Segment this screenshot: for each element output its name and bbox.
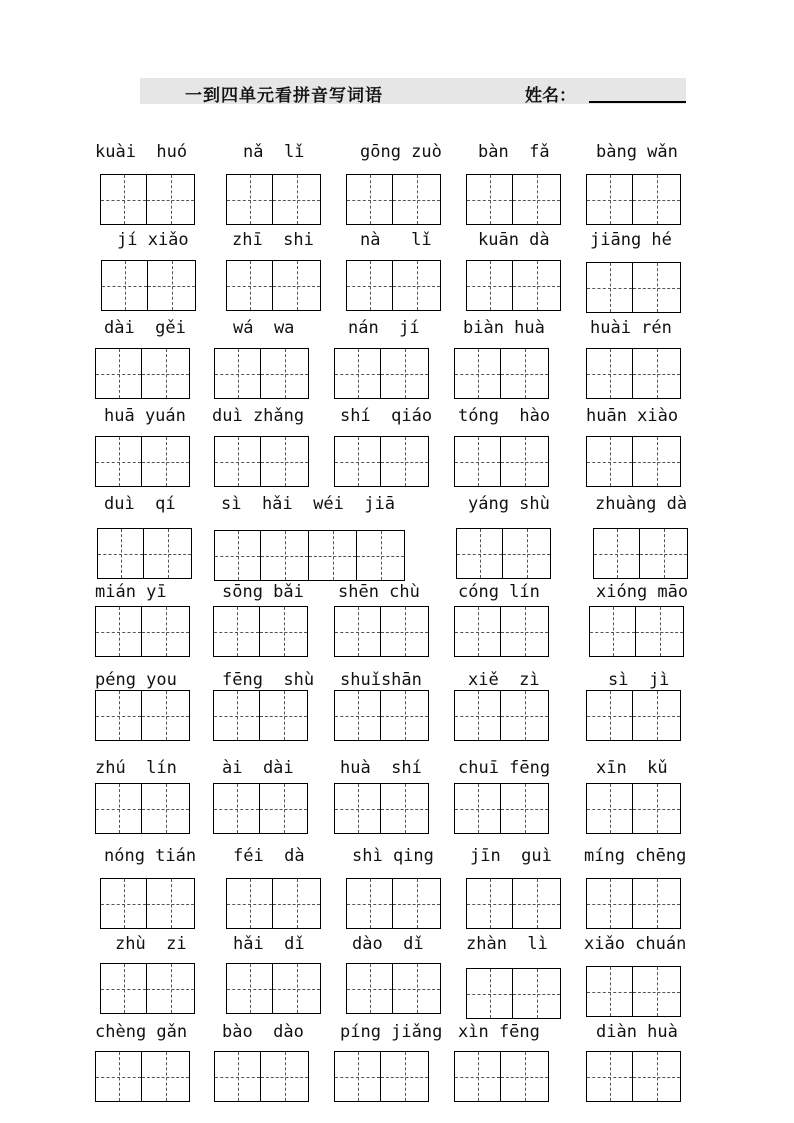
writing-cell[interactable] xyxy=(586,1051,633,1102)
writing-cell[interactable] xyxy=(97,528,144,579)
writing-cell[interactable] xyxy=(226,878,273,929)
writing-cell[interactable] xyxy=(393,878,441,929)
pinyin-label: duì qí xyxy=(104,494,176,514)
writing-cell[interactable] xyxy=(466,260,513,311)
pinyin-label: ài dài xyxy=(222,758,294,778)
writing-boxes xyxy=(334,606,429,657)
writing-cell[interactable] xyxy=(454,436,501,487)
writing-cell[interactable] xyxy=(633,348,681,399)
pinyin-label: shì qing xyxy=(352,846,434,866)
writing-boxes xyxy=(456,528,551,579)
writing-cell[interactable] xyxy=(148,260,196,311)
writing-cell[interactable] xyxy=(586,690,633,741)
writing-cell[interactable] xyxy=(454,690,501,741)
pinyin-label: shí qiáo xyxy=(340,406,433,426)
writing-cell[interactable] xyxy=(346,260,393,311)
writing-cell[interactable] xyxy=(454,348,501,399)
writing-boxes xyxy=(593,528,688,579)
writing-boxes xyxy=(334,783,429,834)
writing-cell[interactable] xyxy=(260,690,308,741)
writing-boxes xyxy=(586,783,681,834)
writing-cell[interactable] xyxy=(381,606,429,657)
writing-cell[interactable] xyxy=(633,1051,681,1102)
writing-cell[interactable] xyxy=(147,878,195,929)
writing-boxes xyxy=(214,1051,309,1102)
writing-cell[interactable] xyxy=(147,174,195,225)
pinyin-label: hǎi dǐ xyxy=(233,934,305,954)
writing-cell[interactable] xyxy=(261,348,309,399)
writing-boxes xyxy=(214,348,309,399)
pinyin-label: zhī shi xyxy=(232,230,314,250)
writing-boxes xyxy=(589,606,684,657)
writing-boxes xyxy=(466,878,561,929)
pinyin-label: píng jiǎng xyxy=(340,1022,443,1042)
writing-cell[interactable] xyxy=(381,436,429,487)
writing-boxes xyxy=(346,878,441,929)
writing-cell[interactable] xyxy=(501,783,549,834)
pinyin-label: chèng gǎn xyxy=(95,1022,188,1042)
pinyin-label: biàn huà xyxy=(463,318,545,338)
pinyin-label: nǎ lǐ xyxy=(243,142,305,162)
name-field[interactable] xyxy=(589,101,686,103)
pinyin-label: yáng shù xyxy=(468,494,550,514)
writing-cell[interactable] xyxy=(501,348,549,399)
writing-cell[interactable] xyxy=(586,966,633,1017)
writing-cell[interactable] xyxy=(142,436,190,487)
writing-cell[interactable] xyxy=(586,878,633,929)
writing-cell[interactable] xyxy=(501,1051,549,1102)
writing-cell[interactable] xyxy=(100,174,147,225)
writing-cell[interactable] xyxy=(213,606,260,657)
writing-cell[interactable] xyxy=(214,348,261,399)
writing-boxes xyxy=(213,690,308,741)
pinyin-label: cóng lín xyxy=(458,582,540,602)
writing-boxes xyxy=(226,174,321,225)
writing-cell[interactable] xyxy=(260,783,308,834)
writing-boxes xyxy=(97,528,192,579)
writing-cell[interactable] xyxy=(95,783,142,834)
writing-cell[interactable] xyxy=(260,606,308,657)
writing-cell[interactable] xyxy=(334,436,381,487)
writing-cell[interactable] xyxy=(261,436,309,487)
pinyin-label: jí xiǎo xyxy=(117,230,189,250)
writing-cell[interactable] xyxy=(640,528,688,579)
writing-cell[interactable] xyxy=(213,783,260,834)
pinyin-label: tóng hào xyxy=(458,406,551,426)
writing-cell[interactable] xyxy=(273,174,321,225)
name-label: 姓名： xyxy=(525,86,576,106)
writing-boxes xyxy=(346,963,441,1014)
writing-cell[interactable] xyxy=(633,436,681,487)
writing-cell[interactable] xyxy=(381,348,429,399)
writing-cell[interactable] xyxy=(100,963,147,1014)
writing-boxes xyxy=(334,1051,429,1102)
writing-cell[interactable] xyxy=(503,528,551,579)
writing-cell[interactable] xyxy=(466,878,513,929)
writing-cell[interactable] xyxy=(142,690,190,741)
writing-cell[interactable] xyxy=(454,1051,501,1102)
writing-cell[interactable] xyxy=(454,606,501,657)
writing-cell[interactable] xyxy=(95,436,142,487)
writing-boxes xyxy=(454,348,549,399)
writing-cell[interactable] xyxy=(501,690,549,741)
pinyin-label: xīn kǔ xyxy=(596,758,668,778)
writing-cell[interactable] xyxy=(466,968,513,1019)
writing-cell[interactable] xyxy=(636,606,684,657)
pinyin-label: dào dǐ xyxy=(352,934,424,954)
writing-cell[interactable] xyxy=(381,783,429,834)
writing-boxes xyxy=(95,690,190,741)
writing-cell[interactable] xyxy=(273,878,321,929)
writing-cell[interactable] xyxy=(142,1051,190,1102)
writing-cell[interactable] xyxy=(513,878,561,929)
writing-cell[interactable] xyxy=(456,528,503,579)
writing-cell[interactable] xyxy=(466,174,513,225)
pinyin-label: shuǐshān xyxy=(340,670,422,690)
writing-cell[interactable] xyxy=(144,528,192,579)
writing-cell[interactable] xyxy=(147,963,195,1014)
writing-boxes xyxy=(586,262,681,313)
writing-cell[interactable] xyxy=(334,1051,381,1102)
writing-cell[interactable] xyxy=(346,878,393,929)
writing-cell[interactable] xyxy=(95,606,142,657)
writing-boxes xyxy=(454,690,549,741)
writing-cell[interactable] xyxy=(214,436,261,487)
writing-cell[interactable] xyxy=(214,530,261,581)
writing-boxes xyxy=(95,606,190,657)
writing-boxes xyxy=(213,783,308,834)
writing-cell[interactable] xyxy=(95,1051,142,1102)
writing-cell[interactable] xyxy=(142,783,190,834)
pinyin-label: zhú lín xyxy=(95,758,177,778)
writing-cell[interactable] xyxy=(261,1051,309,1102)
writing-boxes xyxy=(226,260,321,311)
pinyin-label: jīn guì xyxy=(470,846,552,866)
pinyin-label: huā yuán xyxy=(104,406,186,426)
writing-cell[interactable] xyxy=(346,963,393,1014)
pinyin-label: gōng zuò xyxy=(360,142,442,162)
writing-cell[interactable] xyxy=(593,528,640,579)
pinyin-label: kuān dà xyxy=(478,230,550,250)
writing-cell[interactable] xyxy=(334,606,381,657)
writing-cell[interactable] xyxy=(346,174,393,225)
page-title: 一到四单元看拼音写词语 xyxy=(185,86,383,106)
writing-cell[interactable] xyxy=(513,174,561,225)
writing-boxes xyxy=(334,436,429,487)
pinyin-label: huà shí xyxy=(340,758,422,778)
writing-boxes xyxy=(454,1051,549,1102)
writing-boxes xyxy=(213,606,308,657)
pinyin-label: bàng wǎn xyxy=(596,142,678,162)
writing-cell[interactable] xyxy=(501,436,549,487)
writing-cell[interactable] xyxy=(633,878,681,929)
writing-cell[interactable] xyxy=(633,174,681,225)
writing-cell[interactable] xyxy=(633,783,681,834)
pinyin-label: duì zhǎng xyxy=(212,406,305,426)
writing-cell[interactable] xyxy=(357,530,405,581)
pinyin-label: bàn fǎ xyxy=(478,142,550,162)
pinyin-label: mián yī xyxy=(95,582,167,602)
writing-boxes xyxy=(214,530,405,581)
pinyin-label: jiāng hé xyxy=(590,230,672,250)
writing-cell[interactable] xyxy=(334,348,381,399)
pinyin-label: zhù zi xyxy=(115,934,187,954)
pinyin-label: nà lǐ xyxy=(360,230,432,250)
writing-cell[interactable] xyxy=(261,530,309,581)
pinyin-label: nóng tián xyxy=(104,846,197,866)
writing-boxes xyxy=(586,966,681,1017)
writing-cell[interactable] xyxy=(633,966,681,1017)
pinyin-label: xìn fēng xyxy=(458,1022,540,1042)
pinyin-label: bào dào xyxy=(222,1022,304,1042)
writing-boxes xyxy=(454,606,549,657)
writing-boxes xyxy=(346,260,441,311)
writing-cell[interactable] xyxy=(226,963,273,1014)
writing-cell[interactable] xyxy=(273,260,321,311)
pinyin-label: wá wa xyxy=(233,318,295,338)
writing-boxes xyxy=(454,783,549,834)
pinyin-label: chuī fēng xyxy=(458,758,551,778)
writing-boxes xyxy=(586,1051,681,1102)
writing-cell[interactable] xyxy=(393,963,441,1014)
writing-cell[interactable] xyxy=(101,260,148,311)
writing-boxes xyxy=(95,348,190,399)
writing-cell[interactable] xyxy=(142,606,190,657)
pinyin-label: nán jí xyxy=(348,318,420,338)
pinyin-label: dài gěi xyxy=(104,318,186,338)
pinyin-label: zhàn lì xyxy=(466,934,548,954)
writing-cell[interactable] xyxy=(501,606,549,657)
writing-cell[interactable] xyxy=(589,606,636,657)
writing-cell[interactable] xyxy=(586,436,633,487)
writing-boxes xyxy=(95,1051,190,1102)
pinyin-label: huài rén xyxy=(590,318,672,338)
writing-boxes xyxy=(100,878,195,929)
writing-cell[interactable] xyxy=(142,348,190,399)
writing-boxes xyxy=(334,690,429,741)
writing-boxes xyxy=(466,174,561,225)
pinyin-label: xiǎo chuán xyxy=(584,934,687,954)
writing-cell[interactable] xyxy=(513,260,561,311)
writing-cell[interactable] xyxy=(381,690,429,741)
writing-cell[interactable] xyxy=(273,963,321,1014)
pinyin-label: sì jì xyxy=(608,670,670,690)
pinyin-label: péng you xyxy=(95,670,177,690)
pinyin-label: sì hǎi wéi jiā xyxy=(221,494,395,514)
title-bar xyxy=(140,78,686,104)
writing-boxes xyxy=(214,436,309,487)
writing-cell[interactable] xyxy=(334,783,381,834)
pinyin-label: kuài huó xyxy=(95,142,188,162)
writing-boxes xyxy=(466,260,561,311)
writing-cell[interactable] xyxy=(633,690,681,741)
writing-boxes xyxy=(100,963,195,1014)
pinyin-label: zhuàng dà xyxy=(595,494,688,514)
writing-cell[interactable] xyxy=(334,690,381,741)
writing-boxes xyxy=(100,174,195,225)
writing-cell[interactable] xyxy=(586,174,633,225)
writing-cell[interactable] xyxy=(586,783,633,834)
pinyin-label: féi dà xyxy=(233,846,305,866)
writing-cell[interactable] xyxy=(226,174,273,225)
writing-cell[interactable] xyxy=(393,174,441,225)
writing-cell[interactable] xyxy=(95,690,142,741)
pinyin-label: xióng māo xyxy=(596,582,689,602)
writing-boxes xyxy=(466,968,561,1019)
writing-cell[interactable] xyxy=(214,1051,261,1102)
writing-cell[interactable] xyxy=(226,260,273,311)
writing-cell[interactable] xyxy=(633,262,681,313)
writing-boxes xyxy=(226,878,321,929)
writing-boxes xyxy=(586,436,681,487)
writing-cell[interactable] xyxy=(586,262,633,313)
writing-boxes xyxy=(226,963,321,1014)
writing-cell[interactable] xyxy=(213,690,260,741)
writing-boxes xyxy=(95,783,190,834)
writing-boxes xyxy=(586,348,681,399)
writing-cell[interactable] xyxy=(95,348,142,399)
writing-cell[interactable] xyxy=(381,1051,429,1102)
writing-boxes xyxy=(101,260,196,311)
pinyin-label: xiě zì xyxy=(468,670,540,690)
writing-cell[interactable] xyxy=(100,878,147,929)
pinyin-label: huān xiào xyxy=(586,406,679,426)
writing-cell[interactable] xyxy=(513,968,561,1019)
pinyin-label: diàn huà xyxy=(596,1022,678,1042)
writing-boxes xyxy=(586,878,681,929)
writing-cell[interactable] xyxy=(454,783,501,834)
pinyin-label: sōng bǎi xyxy=(222,582,304,602)
writing-cell[interactable] xyxy=(309,530,357,581)
writing-cell[interactable] xyxy=(586,348,633,399)
writing-boxes xyxy=(586,690,681,741)
pinyin-label: fēng shù xyxy=(222,670,315,690)
writing-cell[interactable] xyxy=(393,260,441,311)
pinyin-label: shēn chù xyxy=(338,582,420,602)
writing-boxes xyxy=(95,436,190,487)
writing-boxes xyxy=(586,174,681,225)
pinyin-label: míng chēng xyxy=(584,846,687,866)
writing-boxes xyxy=(454,436,549,487)
writing-boxes xyxy=(346,174,441,225)
writing-boxes xyxy=(334,348,429,399)
